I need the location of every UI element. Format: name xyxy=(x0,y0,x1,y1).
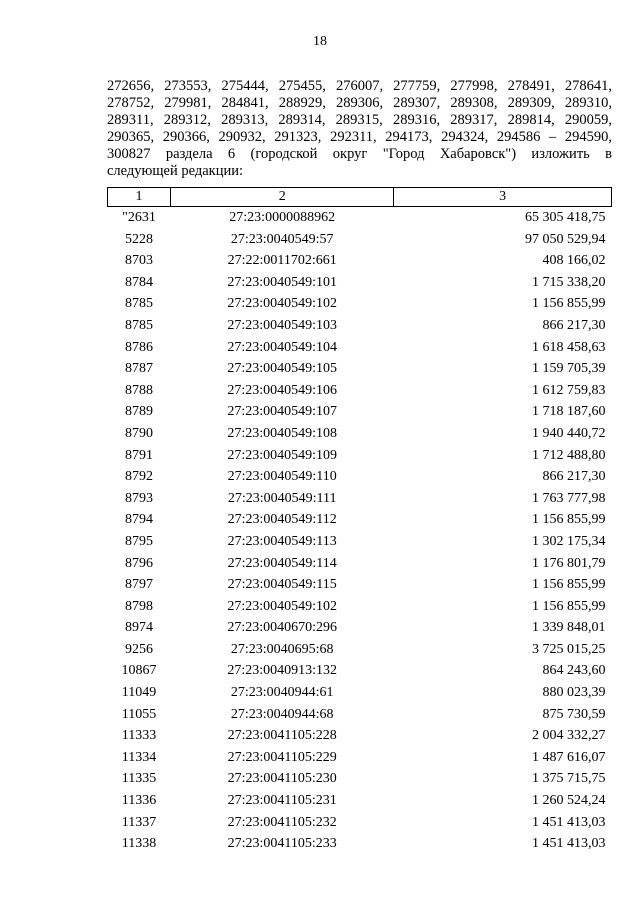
value-cell: 1 451 413,03 xyxy=(532,836,606,852)
row-number-cell: 10867 xyxy=(121,663,157,679)
cadastral-number-cell: 27:23:0040549:109 xyxy=(227,447,338,463)
row-number-cell: 8785 xyxy=(125,296,154,312)
cadastral-number-cell: 27:23:0041105:232 xyxy=(227,814,337,830)
intro-line: следующей редакции: xyxy=(107,163,244,179)
value-cell: 1 156 855,99 xyxy=(532,598,606,614)
row-number-cell: 8974 xyxy=(125,620,154,636)
cadastral-number-cell: 27:23:0040549:105 xyxy=(227,361,338,377)
value-cell: 2 004 332,27 xyxy=(532,728,606,744)
cadastral-number-cell: 27:23:0040549:114 xyxy=(227,555,337,571)
cadastral-number-cell: 27:23:0040549:104 xyxy=(227,339,338,355)
intro-line: 278752, 279981, 284841, 288929, 289306, 289307, 289308, 289309, 289310, xyxy=(107,95,612,111)
row-number-cell: 8785 xyxy=(125,317,154,333)
table-row xyxy=(108,272,612,294)
intro-line: 300827 раздела 6 (городской округ "Город Хабаровск") изложить в xyxy=(107,146,612,162)
row-number-cell: 8787 xyxy=(125,361,154,377)
cadastral-number-cell: 27:23:0040549:108 xyxy=(227,425,338,441)
value-cell: 1 487 616,07 xyxy=(532,749,606,765)
row-number-cell: 8797 xyxy=(125,577,154,593)
value-cell: 97 050 529,94 xyxy=(525,231,606,247)
table-row xyxy=(108,466,612,488)
value-cell: 880 023,39 xyxy=(542,685,606,701)
value-cell: 1 176 801,79 xyxy=(532,555,606,571)
table-row xyxy=(108,293,612,315)
row-number-cell: 8703 xyxy=(125,253,154,269)
row-number-cell: 11336 xyxy=(121,793,157,809)
row-number-cell: 9256 xyxy=(125,641,154,657)
cadastral-number-cell: 27:23:0040549:106 xyxy=(227,382,338,398)
table-row xyxy=(108,509,612,531)
value-cell: 1 156 855,99 xyxy=(532,296,606,312)
value-cell: 864 243,60 xyxy=(542,663,606,679)
table-row xyxy=(108,660,612,682)
row-number-cell: 8784 xyxy=(125,274,154,290)
cadastral-number-cell: 27:23:0041105:233 xyxy=(227,836,337,852)
row-number-cell: "2631 xyxy=(122,210,156,225)
cadastral-number-cell: 27:23:0040670:296 xyxy=(227,620,338,636)
row-number-cell: 8790 xyxy=(125,425,154,441)
table-row xyxy=(108,596,612,618)
row-number-cell: 8786 xyxy=(125,339,154,355)
cadastral-number-cell: 27:23:0040549:111 xyxy=(227,490,337,506)
table-row xyxy=(108,358,612,380)
cadastral-number-cell: 27:23:0040695:68 xyxy=(230,641,334,657)
value-cell: 1 718 187,60 xyxy=(532,404,606,420)
table-row xyxy=(108,445,612,467)
table-row xyxy=(108,639,612,661)
cadastral-number-cell: 27:23:0041105:228 xyxy=(227,728,337,744)
cadastral-number-cell: 27:22:0011702:661 xyxy=(227,253,337,269)
intro-line: 272656, 273553, 275444, 275455, 276007, 277759, 277998, 278491, 278641, xyxy=(107,78,612,94)
table-row xyxy=(108,250,612,272)
value-cell: 1 260 524,24 xyxy=(532,793,606,809)
value-cell: 1 451 413,03 xyxy=(532,814,606,830)
cadastral-number-cell: 27:23:0040549:102 xyxy=(227,296,338,312)
value-cell: 1 159 705,39 xyxy=(532,361,606,377)
cadastral-number-cell: 27:23:0040549:103 xyxy=(227,317,338,333)
row-number-cell: 5228 xyxy=(125,231,154,247)
value-cell: 1 339 848,01 xyxy=(532,620,606,636)
value-cell: 1 375 715,75 xyxy=(532,771,606,787)
row-number-cell: 11049 xyxy=(121,685,157,701)
data-table xyxy=(107,187,612,855)
page-number: 18 xyxy=(313,34,327,49)
cadastral-number-cell: 27:23:0040944:61 xyxy=(230,685,334,701)
row-number-cell: 8798 xyxy=(125,598,154,614)
row-number-cell: 11337 xyxy=(121,814,157,830)
row-number-cell: 8791 xyxy=(125,447,154,463)
row-number-cell: 8788 xyxy=(125,382,154,398)
table-row xyxy=(108,747,612,769)
row-number-cell: 8789 xyxy=(125,404,154,420)
intro-line: 289311, 289312, 289313, 289314, 289315, 289316, 289317, 289814, 290059, xyxy=(107,112,612,128)
row-number-cell: 11335 xyxy=(121,771,157,787)
cadastral-number-cell: 27:23:0000088962 xyxy=(229,210,336,225)
value-cell: 1 302 175,34 xyxy=(532,533,606,549)
table-header-row xyxy=(108,188,612,207)
row-number-cell: 8792 xyxy=(125,469,154,485)
table-row xyxy=(108,423,612,445)
cadastral-number-cell: 27:23:0040549:110 xyxy=(227,469,337,485)
value-cell: 866 217,30 xyxy=(542,469,606,485)
row-number-cell: 11333 xyxy=(121,728,157,744)
cadastral-number-cell: 27:23:0041105:229 xyxy=(227,749,337,765)
cadastral-number-cell: 27:23:0040549:113 xyxy=(227,533,337,549)
value-cell: 65 305 418,75 xyxy=(525,210,606,225)
table-row xyxy=(108,531,612,553)
column-header-3: 3 xyxy=(394,188,612,207)
cadastral-number-cell: 27:23:0040549:115 xyxy=(227,577,337,593)
table-row xyxy=(108,704,612,726)
table-row xyxy=(108,617,612,639)
intro-paragraph xyxy=(107,78,612,180)
column-header-2: 2 xyxy=(171,188,394,207)
table-row xyxy=(108,812,612,834)
table-body xyxy=(108,207,612,855)
value-cell: 1 712 488,80 xyxy=(532,447,606,463)
table-row xyxy=(108,315,612,337)
value-cell: 1 940 440,72 xyxy=(532,425,606,441)
table-row xyxy=(108,380,612,402)
row-number-cell: 11055 xyxy=(121,706,157,722)
value-cell: 408 166,02 xyxy=(542,253,606,269)
value-cell: 1 156 855,99 xyxy=(532,577,606,593)
intro-line: 290365, 290366, 290932, 291323, 292311, 294173, 294324, 294586 – 294590, xyxy=(107,129,612,145)
value-cell: 866 217,30 xyxy=(542,317,606,333)
column-header-1: 1 xyxy=(108,188,171,207)
cadastral-number-cell: 27:23:0040944:68 xyxy=(230,706,334,722)
table-row xyxy=(108,574,612,596)
row-number-cell: 8796 xyxy=(125,555,154,571)
cadastral-number-cell: 27:23:0040549:107 xyxy=(227,404,338,420)
row-number-cell: 11338 xyxy=(121,836,157,852)
table-row xyxy=(108,768,612,790)
cadastral-number-cell: 27:23:0040549:57 xyxy=(230,231,334,247)
table-row xyxy=(108,337,612,359)
cadastral-number-cell: 27:23:0040549:102 xyxy=(227,598,338,614)
cadastral-number-cell: 27:23:0040913:132 xyxy=(227,663,338,679)
value-cell: 875 730,59 xyxy=(542,706,606,722)
value-cell: 1 618 458,63 xyxy=(532,339,606,355)
table-row xyxy=(108,833,612,855)
table-row xyxy=(108,725,612,747)
table-row xyxy=(108,553,612,575)
row-number-cell: 8793 xyxy=(125,490,154,506)
table-row xyxy=(108,790,612,812)
cadastral-number-cell: 27:23:0041105:231 xyxy=(227,793,337,809)
cadastral-number-cell: 27:23:0041105:230 xyxy=(227,771,337,787)
row-number-cell: 8794 xyxy=(125,512,154,528)
table-row xyxy=(108,229,612,251)
table-row xyxy=(108,488,612,510)
row-number-cell: 11334 xyxy=(121,749,157,765)
value-cell: 1 612 759,83 xyxy=(532,382,606,398)
table-row xyxy=(108,682,612,704)
row-number-cell: 8795 xyxy=(125,533,154,549)
value-cell: 1 763 777,98 xyxy=(532,490,606,506)
value-cell: 3 725 015,25 xyxy=(532,641,606,657)
table-row xyxy=(108,401,612,423)
value-cell: 1 715 338,20 xyxy=(532,274,606,290)
cadastral-number-cell: 27:23:0040549:112 xyxy=(227,512,337,528)
value-cell: 1 156 855,99 xyxy=(532,512,606,528)
table-row xyxy=(108,207,612,229)
cadastral-number-cell: 27:23:0040549:101 xyxy=(227,274,338,290)
